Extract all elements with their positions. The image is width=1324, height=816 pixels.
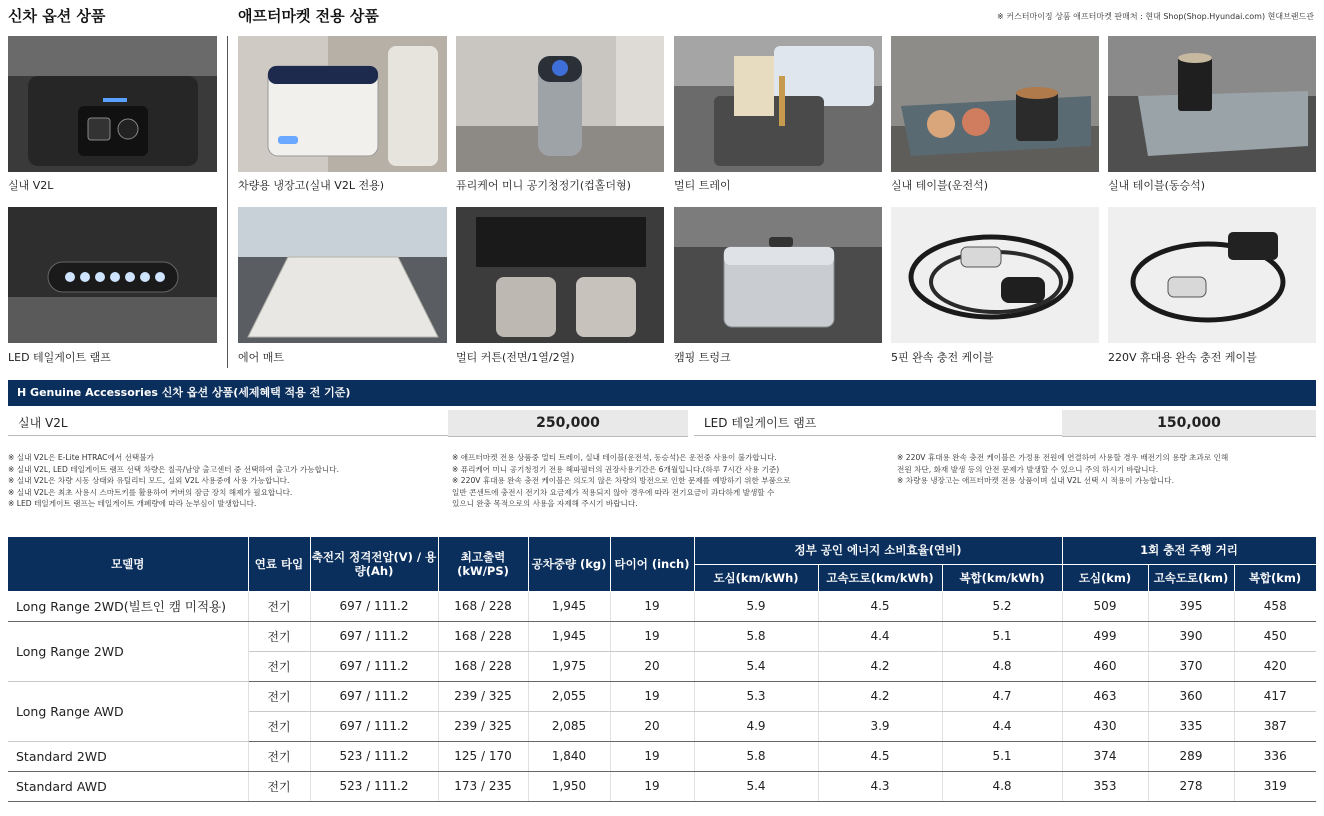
table-cell: 168 / 228 — [438, 651, 528, 681]
table-cell: 374 — [1062, 741, 1148, 771]
note-line: ※ 애프터마켓 전용 상품중 멀티 트레이, 실내 테이블(운전석, 동승석)은 운전중 사용이 불가합니다. — [452, 453, 777, 462]
table-cell: 360 — [1148, 681, 1234, 711]
table-cell: 4.9 — [694, 711, 818, 741]
header-rng-hwy: 고속도로(km) — [1148, 564, 1234, 591]
caption-led-tailgate-lamp: LED 테일게이트 램프 — [8, 351, 111, 364]
note-line: 일반 콘센트에 충전시 전기차 요금제가 적용되지 않아 경우에 따라 전기요금이 과다하게 발생할 수 — [452, 487, 775, 497]
note-line: ※ 실내 V2L은 차량 시동 상태와 유틸리티 모드, 실외 V2L 사용중에 사용 가능합니다. — [8, 476, 290, 485]
table-cell: 168 / 228 — [438, 621, 528, 651]
table-cell: 4.3 — [818, 771, 942, 801]
table-cell: 460 — [1062, 651, 1148, 681]
table-cell: 1,950 — [528, 771, 610, 801]
model-name: Long Range AWD — [8, 681, 248, 741]
table-cell: 697 / 111.2 — [310, 591, 438, 621]
notes-column-3 — [897, 452, 1228, 487]
table-cell: 19 — [610, 621, 694, 651]
caption-table-driver: 실내 테이블(운전석) — [891, 179, 989, 192]
note-line: ※ 차량용 냉장고는 애프터마켓 전용 상품이며 실내 V2L 선택 시 적용이 가능합니다. — [897, 476, 1174, 485]
note-line: ※ 220V 휴대용 완속 충전 케이블은 의도치 않은 차량의 방전으로 인한 문제를 예방하기 위한 부품으로 — [452, 476, 791, 485]
note-line: ※ 220V 휴대용 완속 충전 케이블은 가정용 전원에 연결하여 사용할 경우 배전기의 용량 초과로 인해 — [897, 453, 1229, 462]
table-cell: 5.4 — [694, 771, 818, 801]
table-cell: 20 — [610, 711, 694, 741]
caption-camping-trunk: 캠핑 트렁크 — [674, 351, 731, 364]
model-name: Long Range 2WD(빌트인 캠 미적용) — [8, 591, 248, 621]
table-cell: 1,975 — [528, 651, 610, 681]
note-line: 전원 차단, 화재 발생 등의 안전 문제가 발생할 수 있으니 주의 하시기 바랍니다. — [897, 464, 1159, 474]
caption-indoor-v2l: 실내 V2L — [8, 179, 54, 192]
table-cell: 4.2 — [818, 681, 942, 711]
header-rng-city: 도심(km) — [1062, 564, 1148, 591]
header-power: 최고출력 (kW/PS) — [438, 537, 528, 591]
table-cell: 697 / 111.2 — [310, 681, 438, 711]
table-cell: 420 — [1234, 651, 1316, 681]
table-cell: 168 / 228 — [438, 591, 528, 621]
table-cell: 697 / 111.2 — [310, 621, 438, 651]
photo-multi-tray — [674, 36, 882, 172]
photo-air-mat — [238, 207, 447, 343]
model-name: Long Range 2WD — [8, 621, 248, 681]
header-weight: 공차중량 (kg) — [528, 537, 610, 591]
caption-air-mat: 에어 매트 — [238, 351, 285, 364]
table-row — [8, 591, 1316, 621]
table-cell: 전기 — [248, 711, 310, 741]
aftermarket-note: ※ 커스터마이징 상품 애프터마켓 판매처 : 현대 Shop(Shop.Hyundai.com) 현대브랜드관 — [997, 12, 1314, 21]
table-cell: 4.7 — [942, 681, 1062, 711]
table-cell: 523 / 111.2 — [310, 771, 438, 801]
table-cell: 509 — [1062, 591, 1148, 621]
photo-indoor-v2l — [8, 36, 217, 172]
table-cell: 5.8 — [694, 621, 818, 651]
table-cell: 20 — [610, 651, 694, 681]
table-cell: 125 / 170 — [438, 741, 528, 771]
note-line: ※ LED 테일게이트 램프는 테일게이트 개폐량에 따라 눈부심이 발생합니다. — [8, 499, 257, 508]
table-cell: 5.2 — [942, 591, 1062, 621]
table-cell: 499 — [1062, 621, 1148, 651]
table-cell: 523 / 111.2 — [310, 741, 438, 771]
table-cell: 430 — [1062, 711, 1148, 741]
accessories-header: H Genuine Accessories 신차 옵션 상품(세제혜택 적용 전 기준) — [8, 380, 1316, 406]
section-divider — [227, 36, 228, 368]
table-row — [8, 771, 1316, 801]
spec-table-body — [8, 591, 1316, 801]
table-cell: 336 — [1234, 741, 1316, 771]
table-cell: 239 / 325 — [438, 711, 528, 741]
caption-multi-tray: 멀티 트레이 — [674, 179, 731, 192]
header-battery: 축전지 정격전압(V) / 용량(Ah) — [310, 537, 438, 591]
photo-table-passenger — [1108, 36, 1316, 172]
header-range: 1회 충전 주행 거리 — [1062, 537, 1316, 564]
table-cell: 697 / 111.2 — [310, 651, 438, 681]
photo-220v-cable — [1108, 207, 1316, 343]
photo-air-purifier — [456, 36, 664, 172]
photo-fridge — [238, 36, 447, 172]
caption-multi-curtain: 멀티 커튼(전면/1열/2열) — [456, 351, 575, 364]
table-cell: 370 — [1148, 651, 1234, 681]
table-cell: 289 — [1148, 741, 1234, 771]
note-line: ※ 실내 V2L은 E-Lite HTRAC에서 선택불가 — [8, 453, 154, 462]
photo-camping-trunk — [674, 207, 882, 343]
accessory-price-led-lamp: 150,000 — [1062, 410, 1316, 437]
model-name: Standard 2WD — [8, 741, 248, 771]
header-tire: 타이어 (inch) — [610, 537, 694, 591]
table-cell: 450 — [1234, 621, 1316, 651]
header-model: 모델명 — [8, 537, 248, 591]
table-cell: 4.4 — [818, 621, 942, 651]
table-cell: 387 — [1234, 711, 1316, 741]
table-cell: 전기 — [248, 591, 310, 621]
spec-table — [8, 537, 1317, 802]
accessory-price-v2l: 250,000 — [448, 410, 688, 437]
caption-air-purifier: 퓨리케어 미니 공기청정기(컵홀더형) — [456, 179, 631, 192]
note-line: ※ 퓨리케어 미니 공기청정기 전용 헤파필터의 권장사용기간은 6개월입니다.(하루 7시간 사용 기준) — [452, 464, 780, 474]
table-cell: 4.8 — [942, 651, 1062, 681]
header-efficiency: 정부 공인 에너지 소비효율(연비) — [694, 537, 1062, 564]
table-cell: 353 — [1062, 771, 1148, 801]
table-cell: 390 — [1148, 621, 1234, 651]
table-cell: 5.1 — [942, 621, 1062, 651]
table-cell: 278 — [1148, 771, 1234, 801]
notes-column-1 — [8, 452, 339, 510]
table-cell: 4.2 — [818, 651, 942, 681]
photo-multi-curtain — [456, 207, 664, 343]
notes-column-2 — [452, 452, 791, 510]
new-car-options-heading: 신차 옵션 상품 — [8, 7, 106, 25]
table-cell: 395 — [1148, 591, 1234, 621]
table-cell: 173 / 235 — [438, 771, 528, 801]
table-cell: 19 — [610, 741, 694, 771]
caption-fridge: 차량용 냉장고(실내 V2L 전용) — [238, 179, 384, 192]
table-cell: 5.9 — [694, 591, 818, 621]
model-name: Standard AWD — [8, 771, 248, 801]
table-cell: 1,840 — [528, 741, 610, 771]
table-cell: 전기 — [248, 681, 310, 711]
photo-5pin-cable — [891, 207, 1099, 343]
header-eff-hwy: 고속도로(km/kWh) — [818, 564, 942, 591]
table-cell: 5.4 — [694, 651, 818, 681]
photo-table-driver — [891, 36, 1099, 172]
table-cell: 697 / 111.2 — [310, 711, 438, 741]
table-cell: 5.8 — [694, 741, 818, 771]
table-cell: 4.8 — [942, 771, 1062, 801]
table-cell: 4.5 — [818, 591, 942, 621]
table-cell: 전기 — [248, 741, 310, 771]
table-cell: 전기 — [248, 621, 310, 651]
table-cell: 417 — [1234, 681, 1316, 711]
caption-5pin-cable: 5핀 완속 충전 케이블 — [891, 351, 994, 364]
table-cell: 5.1 — [942, 741, 1062, 771]
table-cell: 5.3 — [694, 681, 818, 711]
table-cell: 239 / 325 — [438, 681, 528, 711]
table-cell: 1,945 — [528, 621, 610, 651]
accessory-name-v2l: 실내 V2L — [8, 410, 448, 436]
table-row — [8, 741, 1316, 771]
note-line: ※ 실내 V2L, LED 테일게이트 램프 선택 차량은 칠곡/남양 출고센터 중 선택하여 출고가 가능합니다. — [8, 464, 340, 474]
note-line: ※ 실내 V2L은 최초 사용시 스마트키를 활용하여 커버의 잠금 장치 해제가 필요합니다. — [8, 487, 293, 497]
note-line: 있으니 완충 목적으로의 사용을 자제해 주시기 바랍니다. — [452, 499, 638, 508]
header-fuel: 연료 타입 — [248, 537, 310, 591]
table-cell: 1,945 — [528, 591, 610, 621]
aftermarket-heading: 애프터마켓 전용 상품 — [238, 7, 379, 25]
table-cell: 4.5 — [818, 741, 942, 771]
header-eff-city: 도심(km/kWh) — [694, 564, 818, 591]
table-cell: 4.4 — [942, 711, 1062, 741]
caption-220v-cable: 220V 휴대용 완속 충전 케이블 — [1108, 351, 1257, 364]
table-cell: 2,055 — [528, 681, 610, 711]
header-eff-comb: 복합(km/kWh) — [942, 564, 1062, 591]
header-rng-comb: 복합(km) — [1234, 564, 1316, 591]
table-cell: 335 — [1148, 711, 1234, 741]
table-cell: 458 — [1234, 591, 1316, 621]
table-cell: 전기 — [248, 651, 310, 681]
table-cell: 19 — [610, 591, 694, 621]
table-cell: 19 — [610, 771, 694, 801]
table-row — [8, 621, 1316, 651]
table-cell: 319 — [1234, 771, 1316, 801]
table-cell: 19 — [610, 681, 694, 711]
caption-table-passenger: 실내 테이블(동승석) — [1108, 179, 1206, 192]
table-cell: 전기 — [248, 771, 310, 801]
table-cell: 3.9 — [818, 711, 942, 741]
table-row — [8, 681, 1316, 711]
photo-led-tailgate-lamp — [8, 207, 217, 343]
table-cell: 463 — [1062, 681, 1148, 711]
accessory-name-led-lamp: LED 테일게이트 램프 — [694, 410, 1062, 436]
table-cell: 2,085 — [528, 711, 610, 741]
